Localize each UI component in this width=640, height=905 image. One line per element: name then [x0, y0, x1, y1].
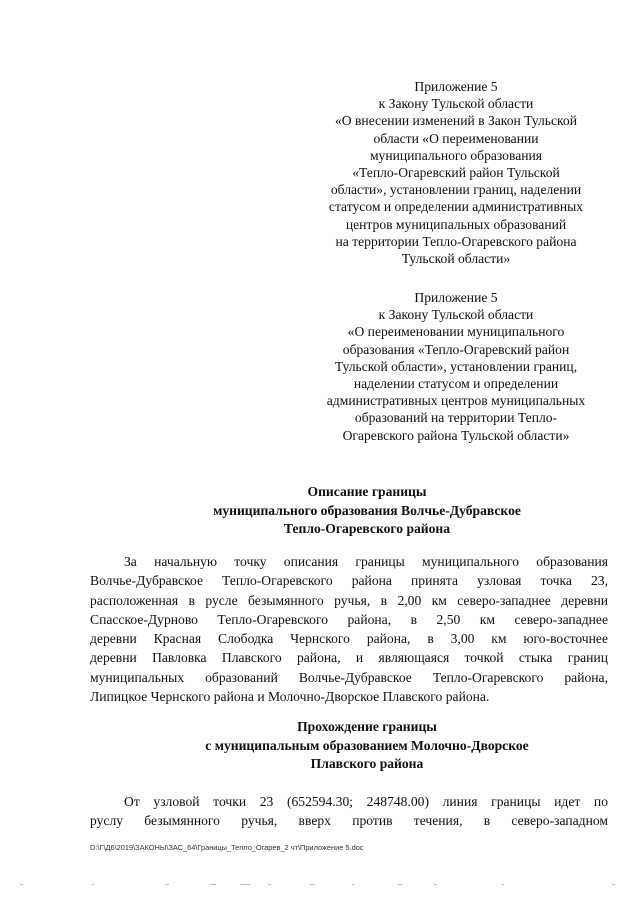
- annex-line: наделении статусом и определении: [353, 376, 559, 392]
- annex-line: «О внесении изменений в Закон Тульской: [334, 113, 578, 129]
- section-heading-boundary: [90, 718, 640, 774]
- scan-artifact-dots: [0, 884, 640, 886]
- paragraph-line: От узловой точки 23 (652594.30; 248748.00) линия границы идет по: [124, 794, 608, 809]
- annex-line: Тульской области», установлении границ,: [334, 358, 578, 374]
- heading-line: Описание границы: [307, 484, 427, 499]
- annex-line: центров муниципальных образований: [345, 216, 567, 232]
- annex-line: статусом и определении административных: [328, 199, 584, 215]
- paragraph-line: Спасское-Дурново Тепло-Огаревского района, в 2,50 км северо-западнее: [90, 611, 608, 627]
- annex-line: Приложение 5: [414, 79, 498, 94]
- heading-line: с муниципальным образованием Молочно-Дворское: [205, 737, 529, 753]
- annex-line: «Тепло-Огаревский район Тульской: [352, 165, 560, 181]
- paragraph-line: муниципальных образований Волчье-Дубравское Тепло-Огаревского района,: [90, 669, 608, 685]
- annex-line: Тульской области»: [401, 251, 511, 267]
- annex-header-current: [300, 78, 612, 267]
- file-path-footer: D:\Г\Д6\2019\ЗАКОНЫ\ЗАС_64\Границы_Тепло_Огарев_2 чт\Приложение 5.doc: [90, 843, 364, 852]
- paragraph-line: Волчье-Дубравское Тепло-Огаревского района принята узловая точка 23,: [90, 573, 608, 589]
- heading-line: Плавского района: [310, 756, 424, 772]
- annex-line: «О переименовании муниципального: [347, 324, 565, 340]
- paragraph-line: руслу безымянного ручья, вверх против течения, в северо-западном: [90, 813, 608, 829]
- heading-line: муниципального образования Волчье-Дубравское: [213, 502, 521, 518]
- annex-line: на территории Тепло-Огаревского района: [335, 233, 577, 249]
- annex-header-original: [300, 289, 612, 444]
- paragraph-line: деревни Красная Слободка Чернского района, в 3,00 км юго-восточнее: [90, 631, 608, 647]
- paragraph-line: За начальную точку описания границы муниципального образования: [124, 554, 608, 569]
- annex-line: к Закону Тульской области: [378, 307, 534, 323]
- boundary-paragraph: [90, 792, 608, 831]
- paragraph-line: Липицкое Чернского района и Молочно-Дворское Плавского района.: [90, 689, 490, 705]
- annex-line: Огаревского района Тульской области»: [342, 427, 570, 443]
- starting-point-paragraph: [90, 552, 608, 706]
- annex-line: образования «Тепло-Огаревский район: [342, 341, 570, 357]
- annex-line: к Закону Тульской области: [378, 96, 534, 112]
- annex-line: области», установлении границ, наделении: [330, 182, 582, 198]
- heading-line: Тепло-Огаревского района: [283, 521, 451, 537]
- heading-line: Прохождение границы: [297, 719, 437, 734]
- annex-line: муниципального образования: [369, 147, 543, 163]
- annex-line: административных центров муниципальных: [326, 393, 586, 409]
- paragraph-line: расположенная в русле безымянного ручья, в 2,00 км северо-западнее деревни: [90, 592, 608, 608]
- annex-line: области «О переименовании: [373, 130, 539, 146]
- paragraph-line: деревни Павловка Плавского района, и являющаяся точкой стыка границ: [90, 650, 608, 666]
- annex-line: образований на территории Тепло-: [354, 410, 558, 426]
- section-heading-description: [90, 483, 640, 539]
- annex-line: Приложение 5: [414, 290, 498, 305]
